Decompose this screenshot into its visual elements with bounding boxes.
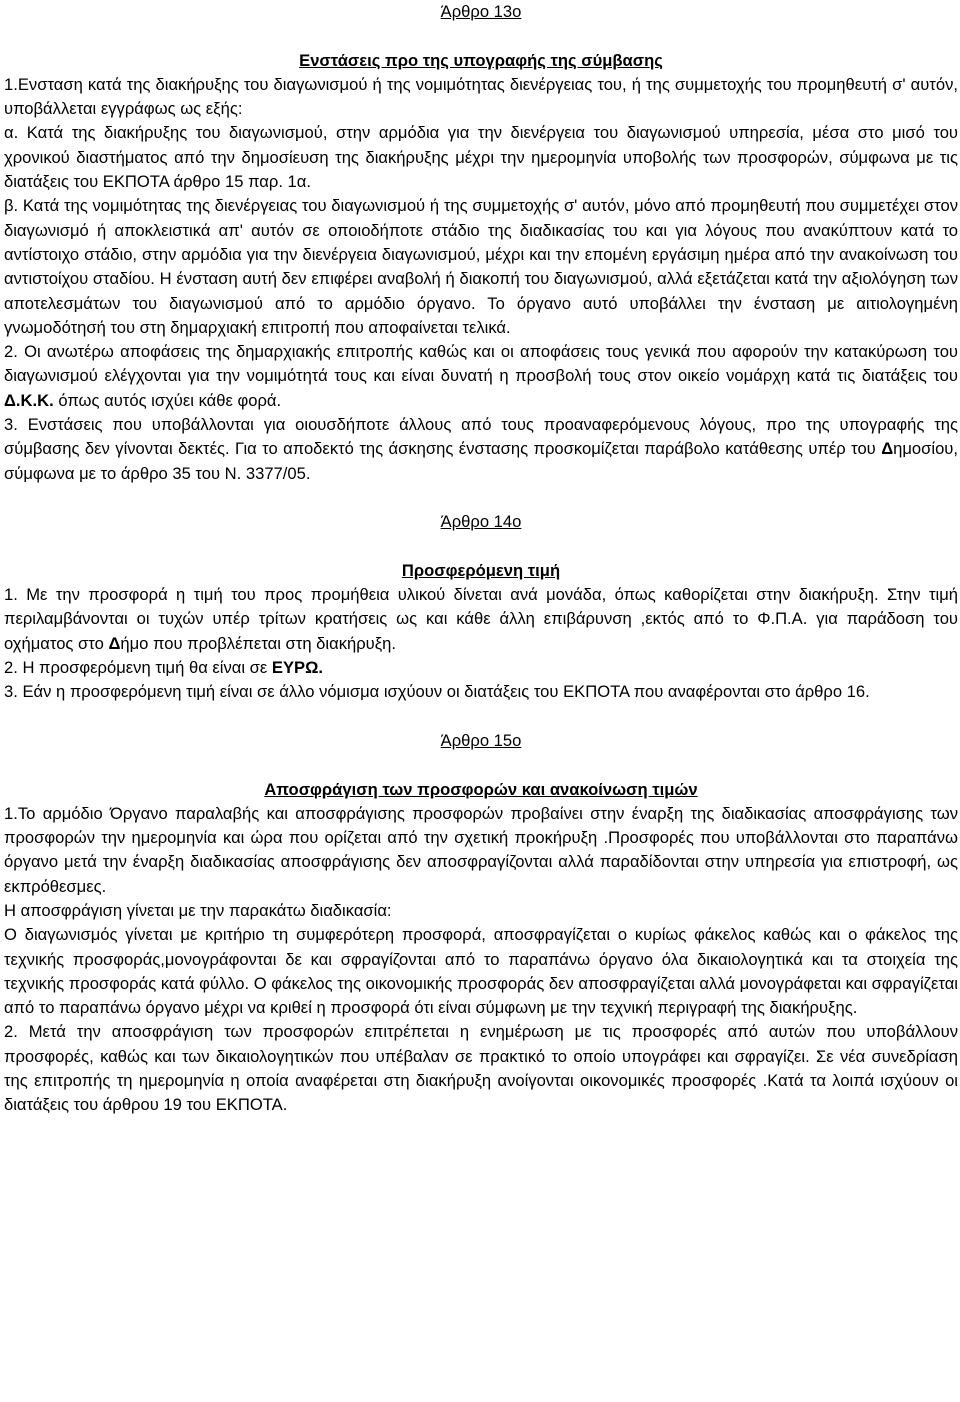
article-13-paragraph-1: 1.Ενσταση κατά της διακήρυξης του διαγωνισμού ή της νομιμότητας διενέργειας του, ή της συμμετοχής του προμηθευτή σ' αυτόν, υποβάλλεται εγγράφως ως εξής:	[4, 74, 958, 119]
paragraph-text: όπως αυτός ισχύει κάθε φορά.	[53, 390, 282, 410]
article-15-paragraph-procedure: Η αποσφράγιση γίνεται με την παρακάτω διαδικασία:	[4, 900, 392, 920]
paragraph-text: ήμο που προβλέπεται στη διακήρυξη.	[120, 633, 397, 653]
article-14-paragraph-1	[4, 583, 958, 656]
spacer	[4, 486, 958, 510]
paragraph-bold-text: Δ	[108, 633, 121, 653]
paragraph-bold-text: ΕΥΡΩ.	[271, 658, 324, 678]
article-13-title: Άρθρο 13ο	[440, 2, 522, 21]
article-15-title: Άρθρο 15ο	[440, 730, 522, 750]
article-13-section-title: Ενστάσεις προ της υπογραφής της σύμβασης	[299, 50, 663, 70]
article-15-paragraph-criterion: Ο διαγωνισμός γίνεται με κριτήριο τη συμφερότερη προσφορά, αποσφραγίζεται ο κυρίως φάκελος καθώς και ο φάκελος της τεχνικής προσφοράς,μονογράφονται δε και σφραγίζονται από το παραπάνω όργανο όλα δικαιολογητικά και τα στοιχεία της τεχνικής προσφοράς κατά φύλλο. Ο φάκελος της οικονομικής προσφοράς δεν αποσφραγίζεται αλλά μονογράφεται και σφραγίζεται από το παραπάνω όργανο μέχρι να κριθεί η προσφορά ότι είναι σύμφωνη με την τεχνική περιγραφή της διακήρυξης.	[4, 925, 958, 1018]
paragraph-text: 2. Οι ανωτέρω αποφάσεις της δημαρχιακής επιτροπής καθώς και οι αποφάσεις τους γενικά που αφορούν την κατακύρωση του διαγωνισμού ελέγχονται για την νομιμότητά τους και είναι δυνατή η προσβολή τους στον οικείο νομάρχη κατά τις διατάξεις του	[4, 342, 958, 386]
article-15-paragraph-1: 1.Το αρμόδιο Όργανο παραλαβής και αποσφράγισης προσφορών προβαίνει στην έναρξη της διαδικασίας αποσφράγισης των προσφορών την ημερομηνία και ώρα που ορίζεται από την σχετική προκήρυξη .Προσφορές που υποβάλλονται στο παραπάνω όργανο μετά την έναρξη διαδικασίας αποσφράγισης δεν αποσφραγίζονται αλλά παραδίδονται στην υπηρεσία για επιστροφή, ως εκπρόθεσμες.	[4, 803, 958, 896]
article-13-paragraph-1b: β. Κατά της νομιμότητας της διενέργειας του διαγωνισμού ή της συμμετοχής σ' αυτόν, μόνο από προμηθευτή που συμμετέχει στον διαγωνισμό ή αποκλειστικά απ' αυτόν σε οποιοδήποτε στάδιο της διαδικασίας του και για λόγους που ανακύπτουν κατά το αντίστοιχο στάδιο, στην αρμόδια για την διενέργεια διαγωνισμού, μέχρι και την επομένη εργάσιμη ημέρα από την ανακοίνωση του αντιστοίχου σταδίου. Η ένσταση αυτή δεν επιφέρει αναβολή ή διακοπή του διαγωνισμού, αλλά εξετάζεται κατά την αξιολόγηση των αποτελεσμάτων του διαγωνισμού από το αρμόδιο όργανο. Το όργανο αυτό υποβάλλει την ένσταση με αιτιολογημένη γνωμοδότησή του στη δημαρχιακή επιτροπή που αποφαίνεται τελικά.	[4, 196, 958, 337]
article-13-paragraph-2	[4, 340, 958, 413]
article-13-paragraph-1a: α. Κατά της διακήρυξης του διαγωνισμού, στην αρμόδια για την διενέργεια του διαγωνισμού υπηρεσία, μέσα στο μισό του χρονικού διαστήματος από την δημοσίευση της διακήρυξης μέχρι την ημερομηνία υποβολής των προσφορών, σύμφωνα με τις διατάξεις του ΕΚΠΟΤΑ άρθρο 15 παρ. 1α.	[4, 123, 958, 192]
document-page	[4, 0, 958, 1118]
article-15-paragraph-2: 2. Μετά την αποσφράγιση των προσφορών επιτρέπεται η ενημέρωση με τις προσφορές από αυτών που υποβάλλουν προσφορές, καθώς και των δικαιολογητικών που υπέβαλαν σε πρακτικό το οποίο υπογράφει και σφραγίζει. Σε νέα συνεδρίαση της επιτροπής τη ημερομηνία η οποία αναφέρεται στη διακήρυξη ανοίγονται οικονομικές προσφορές .Κατά τα λοιπά ισχύουν οι διατάξεις του άρθρου 19 του ΕΚΠΟΤΑ.	[4, 1022, 958, 1115]
paragraph-text: 1. Με την προσφορά η τιμή του προς προμήθεια υλικού δίνεται ανά μονάδα, όπως καθορίζεται στην διακήρυξη. Στην τιμή περιλαμβάνονται οι τυχών υπέρ τρίτων κρατήσεις ως και κάθε άλλη επιβάρυνση ,εκτός από το Φ.Π.Α. για παράδοση του οχήματος στο	[4, 585, 958, 653]
article-13-paragraph-3	[4, 413, 958, 486]
article-14-section-title: Προσφερόμενη τιμή	[401, 560, 561, 580]
article-14-title: Άρθρο 14ο	[440, 512, 522, 532]
paragraph-bold-text: Δ.Κ.Κ.	[4, 390, 54, 410]
paragraph-text: 2. Η προσφερόμενη τιμή θα είναι σε	[4, 658, 272, 678]
paragraph-bold-text: Δ	[881, 439, 894, 459]
spacer	[4, 753, 958, 777]
spacer	[4, 705, 958, 729]
paragraph-text: ημοσίου, σύμφωνα με το άρθρο 35 του Ν. 3377/05.	[4, 439, 958, 483]
spacer	[4, 24, 958, 48]
paragraph-text: 3. Ενστάσεις που υποβάλλονται για οιουσδήποτε άλλους από τους προαναφερόμενους λόγους, προ της υπογραφής της σύμβασης δεν γίνονται δεκτές. Για το αποδεκτό της άσκησης ένστασης προσκομίζεται παράβολο κατάθεσης υπέρ του	[4, 415, 958, 459]
spacer	[4, 535, 958, 559]
article-15-section-title: Αποσφράγιση των προσφορών και ανακοίνωση τιμών	[264, 779, 698, 799]
article-14-paragraph-2	[4, 656, 958, 680]
article-14-paragraph-3: 3. Εάν η προσφερόμενη τιμή είναι σε άλλο νόμισμα ισχύουν οι διατάξεις του ΕΚΠΟΤΑ που αναφέρονται στο άρθρο 16.	[4, 682, 870, 702]
